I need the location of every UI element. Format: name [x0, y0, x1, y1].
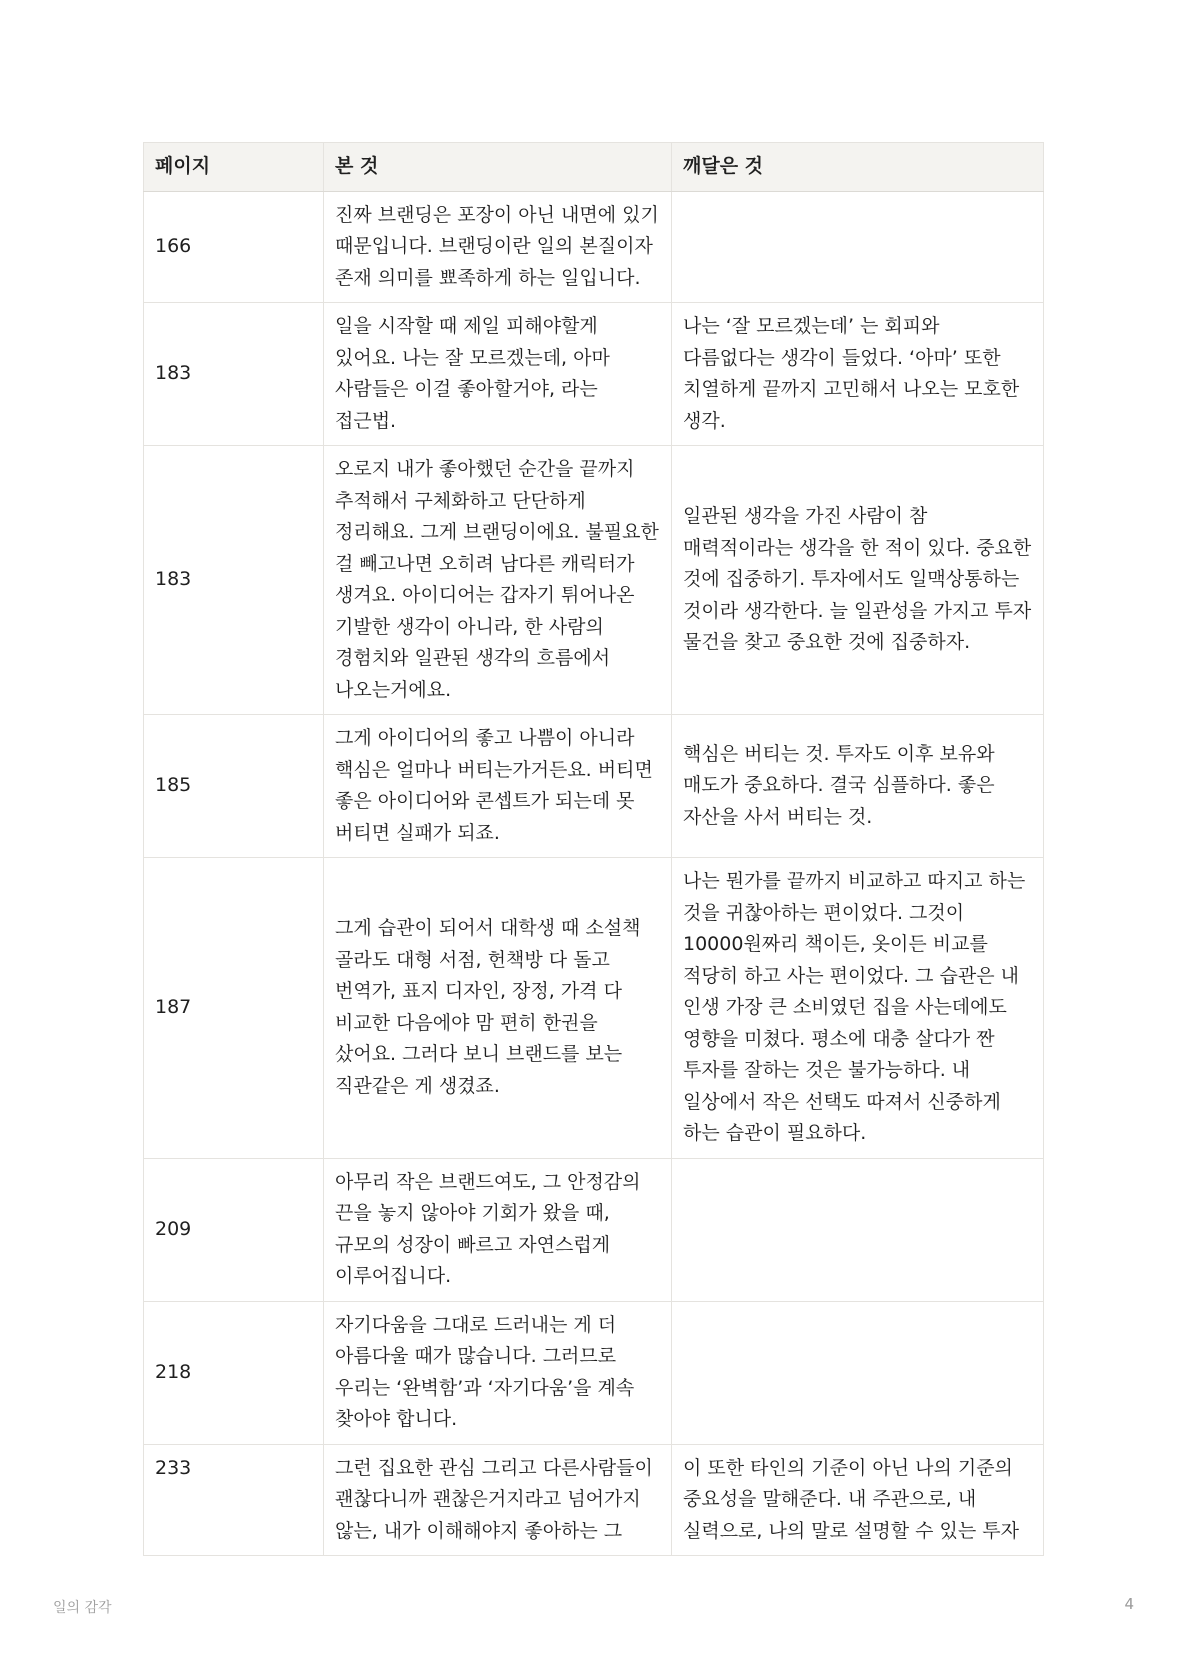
- reading-notes-table-container: [143, 142, 1043, 1542]
- seen-cell: 아무리 작은 브랜드여도, 그 안정감의 끈을 놓지 않아야 기회가 왔을 때, 규모의 성장이 빠르고 자연스럽게 이루어집니다.: [324, 1158, 672, 1301]
- table-row: [144, 446, 1044, 715]
- page-cell: 218: [144, 1301, 324, 1444]
- page-cell: 183: [144, 303, 324, 446]
- table-header-row: [144, 143, 1044, 192]
- seen-cell: 진짜 브랜딩은 포장이 아닌 내면에 있기 때문입니다. 브랜딩이란 일의 본질이자 존재 의미를 뾰족하게 하는 일입니다.: [324, 191, 672, 303]
- header-page: 페이지: [144, 143, 324, 192]
- reading-notes-table: [143, 142, 1044, 1556]
- page-cell: 187: [144, 858, 324, 1159]
- table-row: [144, 303, 1044, 446]
- table-row: [144, 715, 1044, 858]
- page-cell: 166: [144, 191, 324, 303]
- realized-cell: 이 또한 타인의 기준이 아닌 나의 기준의 중요성을 말해준다. 내 주관으로, 내 실력으로, 나의 말로 설명할 수 있는 투자: [672, 1444, 1044, 1556]
- seen-cell: 오로지 내가 좋아했던 순간을 끝까지 추적해서 구체화하고 단단하게 정리해요. 그게 브랜딩이에요. 불필요한 걸 빼고나면 오히려 남다른 캐릭터가 생겨요. 아이디어는 갑자기 튀어나온 기발한 생각이 아니라, 한 사람의 경험치와 일관된 생각의 흐름에서 나오는거에요.: [324, 446, 672, 715]
- footer-page-number: 4: [1124, 1595, 1134, 1613]
- realized-cell: 일관된 생각을 가진 사람이 참 매력적이라는 생각을 한 적이 있다. 중요한 것에 집중하기. 투자에서도 일맥상통하는 것이라 생각한다. 늘 일관성을 가지고 투자 물건을 찾고 중요한 것에 집중하자.: [672, 446, 1044, 715]
- page-cell: 185: [144, 715, 324, 858]
- header-realized: 깨달은 것: [672, 143, 1044, 192]
- realized-cell: [672, 1158, 1044, 1301]
- realized-cell: 핵심은 버티는 것. 투자도 이후 보유와 매도가 중요하다. 결국 심플하다. 좋은 자산을 사서 버티는 것.: [672, 715, 1044, 858]
- header-seen: 본 것: [324, 143, 672, 192]
- seen-cell: 그게 습관이 되어서 대학생 때 소설책 골라도 대형 서점, 헌책방 다 돌고 번역가, 표지 디자인, 장정, 가격 다 비교한 다음에야 맘 편히 한권을 샀어요. 그러다 보니 브랜드를 보는 직관같은 게 생겼죠.: [324, 858, 672, 1159]
- realized-cell: [672, 1301, 1044, 1444]
- page-cell: 183: [144, 446, 324, 715]
- realized-cell: 나는 ‘잘 모르겠는데’ 는 회피와 다름없다는 생각이 들었다. ‘아마’ 또한 치열하게 끝까지 고민해서 나오는 모호한 생각.: [672, 303, 1044, 446]
- seen-cell: 일을 시작할 때 제일 피해야할게 있어요. 나는 잘 모르겠는데, 아마 사람들은 이걸 좋아할거야, 라는 접근법.: [324, 303, 672, 446]
- seen-cell: 그게 아이디어의 좋고 나쁨이 아니라 핵심은 얼마나 버티는가거든요. 버티면 좋은 아이디어와 콘셉트가 되는데 못 버티면 실패가 되죠.: [324, 715, 672, 858]
- table-row: [144, 1301, 1044, 1444]
- realized-cell: 나는 뭔가를 끝까지 비교하고 따지고 하는 것을 귀찮아하는 편이었다. 그것이 10000원짜리 책이든, 옷이든 비교를 적당히 하고 사는 편이었다. 그 습관은 내 인생 가장 큰 소비였던 집을 사는데에도 영향을 미쳤다. 평소에 대충 살다가 짠 투자를 잘하는 것은 불가능하다. 내 일상에서 작은 선택도 따져서 신중하게 하는 습관이 필요하다.: [672, 858, 1044, 1159]
- table-row: [144, 1158, 1044, 1301]
- page-cell: 209: [144, 1158, 324, 1301]
- seen-cell: 그런 집요한 관심 그리고 다른사람들이 괜찮다니까 괜찮은거지라고 넘어가지 않는, 내가 이해해야지 좋아하는 그: [324, 1444, 672, 1556]
- realized-cell: [672, 191, 1044, 303]
- table-row: [144, 191, 1044, 303]
- seen-cell: 자기다움을 그대로 드러내는 게 더 아름다울 때가 많습니다. 그러므로 우리는 ‘완벽함’과 ‘자기다움’을 계속 찾아야 합니다.: [324, 1301, 672, 1444]
- table-row: [144, 1444, 1044, 1556]
- footer-book-title: 일의 감각: [53, 1600, 112, 1616]
- page-cell: 233: [144, 1444, 324, 1556]
- table-row: [144, 858, 1044, 1159]
